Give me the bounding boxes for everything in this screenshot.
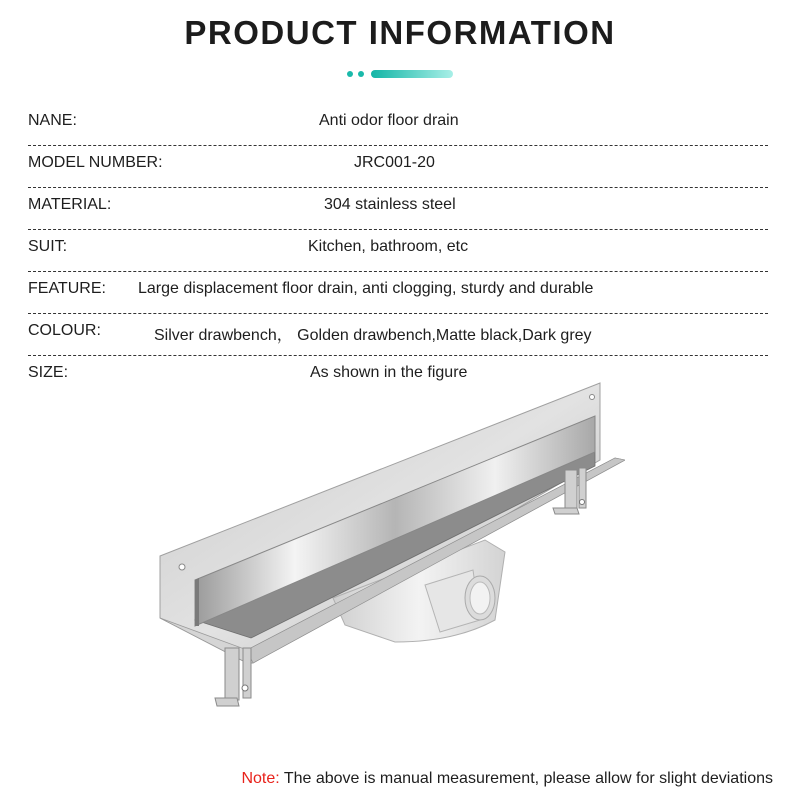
spec-row-suit [28,230,768,272]
spec-label: FEATURE: [28,280,106,297]
note-text: The above is manual measurement, please allow for slight deviations [279,770,773,787]
spec-label: COLOUR: [28,322,101,339]
spec-row-name [28,104,768,146]
title-accent-decoration [347,70,453,78]
note-label: Note: [241,770,280,787]
accent-dot [358,71,364,77]
floor-drain-product-image [155,380,625,710]
spec-row-feature [28,272,768,314]
spec-value: Anti odor floor drain [319,112,459,129]
spec-label: MODEL NUMBER: [28,154,163,171]
measurement-note [241,770,773,788]
spec-value: Large displacement floor drain, anti clogging, sturdy and durable [138,280,594,297]
spec-value: 304 stainless steel [324,196,456,213]
spec-value: As shown in the figure [310,364,468,381]
spec-row-model-number [28,146,768,188]
spec-label: MATERIAL: [28,196,112,213]
accent-bar [371,70,453,78]
page-title: PRODUCT INFORMATION [184,14,616,51]
spec-value: JRC001-20 [354,154,435,171]
spec-label: NANE: [28,112,77,129]
spec-value: Kitchen, bathroom, etc [308,238,469,255]
spec-row-material [28,188,768,230]
spec-label: SUIT: [28,238,68,255]
accent-dot [347,71,353,77]
spec-value: Silver drawbench， Golden drawbench,Matte black,Dark grey [154,327,592,344]
spec-row-colour [28,314,768,356]
spec-label: SIZE: [28,364,69,381]
